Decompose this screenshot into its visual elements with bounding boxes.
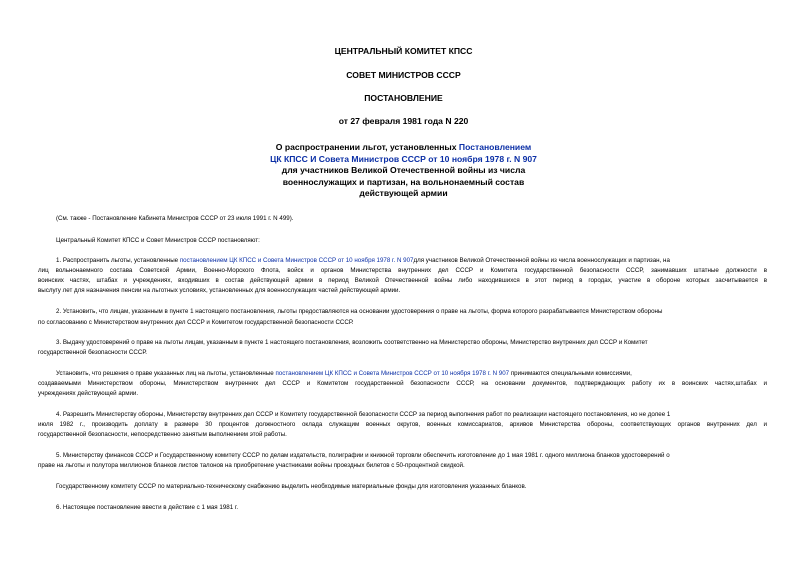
document-date: от 27 февраля 1981 года N 220 bbox=[338, 116, 469, 126]
document-title bbox=[0, 142, 807, 200]
issuer-council-of-ministers: СОВЕТ МИНИСТРОВ СССР bbox=[346, 70, 461, 80]
issuer-cc-cpsu: ЦЕНТРАЛЬНЫЙ КОМИТЕТ КПСС bbox=[334, 46, 473, 56]
clause-1-resolution-link[interactable]: постановлением ЦК КПСС и Совета Министров СССР от 10 ноября 1978 г. N 907 bbox=[179, 257, 414, 264]
clause-1-text: 1. Распространить льготы, установленные bbox=[56, 257, 180, 264]
title-line-3: для участников Великой Отечественной войны из числа bbox=[281, 165, 526, 176]
clause-3b-line-2: создаваемыми Министерством обороны, Министерством внутренних дел СССР и Комитетом государственной безопасности СССР, на основании документов, подтверждающих работу их в воинских частях,штабах и bbox=[38, 380, 767, 387]
clause-5b: Государственному комитету СССР по материально-техническому снабжению выделить необходимые материальные фонды для изготовления указанных бланков. bbox=[56, 483, 527, 490]
title-resolution-link-2[interactable]: ЦК КПСС И Совета Министров СССР от 10 ноября 1978 г. N 907 bbox=[270, 153, 537, 164]
clause-2-line-1: 2. Установить, что лицам, указанным в пункте 1 настоящего постановления, льготы предоставляются на основании удостоверения о праве на льготы, форма которого разрабатывается Министерством обороны bbox=[56, 308, 663, 315]
clause-3b-line-1 bbox=[56, 369, 632, 379]
clause-4-line-2: июля 1982 г., производить доплату в размере 30 процентов должностного оклада служащим военных округов, военных комиссариатов, архивов Министерства обороны, соответствующих органов внутренних дел и bbox=[38, 421, 767, 428]
preamble: Центральный Комитет КПСС и Совет Министров СССР постановляют: bbox=[56, 237, 260, 244]
clause-3b-text-cont: принимаются специальными комиссиями, bbox=[509, 370, 632, 377]
title-line-5: действующей армии bbox=[359, 188, 448, 199]
clause-4-line-3: государственной безопасности, непосредственно занятым выполнением этой работы. bbox=[38, 431, 287, 438]
clause-3b-line-3: учреждениях действующей армии. bbox=[38, 390, 139, 397]
see-also-note: (См. также - Постановление Кабинета Министров СССР от 23 июля 1991 г. N 499). bbox=[56, 215, 294, 222]
document-type: ПОСТАНОВЛЕНИЕ bbox=[364, 93, 443, 103]
title-text-1: О распространении льгот, установленных bbox=[275, 142, 459, 152]
clause-5-line-2: праве на льготы и полутора миллионов бланков листов талонов на приобретение участниками войны проездных билетов с 50-процентной скидкой. bbox=[38, 462, 465, 469]
clause-1-line-1 bbox=[56, 256, 670, 266]
clause-3-line-2: государственной безопасности СССР. bbox=[38, 349, 147, 356]
title-line-4: военнослужащих и партизан, на вольнонаемный состав bbox=[282, 176, 525, 187]
clause-3-line-1: 3. Выдачу удостоверений о праве на льготы лицам, указанным в пункте 1 настоящего постановления, возложить соответственно на Министерство обороны, Министерство внутренних дел СССР и Комитет bbox=[56, 339, 648, 346]
clause-1-line-2: лиц вольнонаемного состава Советской Армии, Военно-Морского Флота, войск и органов Министерства внутренних дел СССР и Комитета государственной безопасности СССР, занимавших штатные должности в bbox=[38, 267, 767, 274]
clause-1-line-3: воинских частях, штабах и учреждениях, входивших в состав действующей армии в период Великой Отечественной войны либо находившихся в этот период в городах, участие в обороне которых засчитывается в bbox=[38, 277, 767, 284]
clause-1-text-cont: для участников Великой Отечественной войны из числа военнослужащих и партизан, на bbox=[413, 257, 670, 264]
clause-6: 6. Настоящее постановление ввести в действие с 1 мая 1981 г. bbox=[56, 504, 239, 511]
title-line-1 bbox=[0, 142, 807, 154]
title-line-2 bbox=[0, 154, 807, 166]
title-resolution-link[interactable]: Постановлением bbox=[458, 142, 532, 152]
clause-2-line-2: по согласованию с Министерством внутренних дел СССР и Комитетом государственной безопасности СССР. bbox=[38, 319, 354, 326]
clause-1-line-4: выслугу лет для назначения пенсии на льготных условиях, установленных для военнослужащих частей действующей армии. bbox=[38, 287, 401, 294]
clause-5-line-1: 5. Министерству финансов СССР и Государственному комитету СССР по делам издательств, полиграфии и книжной торговли обеспечить изготовление до 1 мая 1981 г. одного миллиона бланков удостоверений о bbox=[56, 452, 670, 459]
clause-4-line-1: 4. Разрешить Министерству обороны, Министерству внутренних дел СССР и Комитету государственной безопасности СССР за период выполнения работ по реализации настоящего постановления, но не долее 1 bbox=[56, 411, 671, 418]
clause-3b-text: Установить, что решения о праве указанных лиц на льготы, установленные bbox=[56, 370, 276, 377]
clause-3b-resolution-link[interactable]: постановлением ЦК КПСС и Совета Министров СССР от 10 ноября 1978 г. N 907 bbox=[275, 370, 510, 377]
